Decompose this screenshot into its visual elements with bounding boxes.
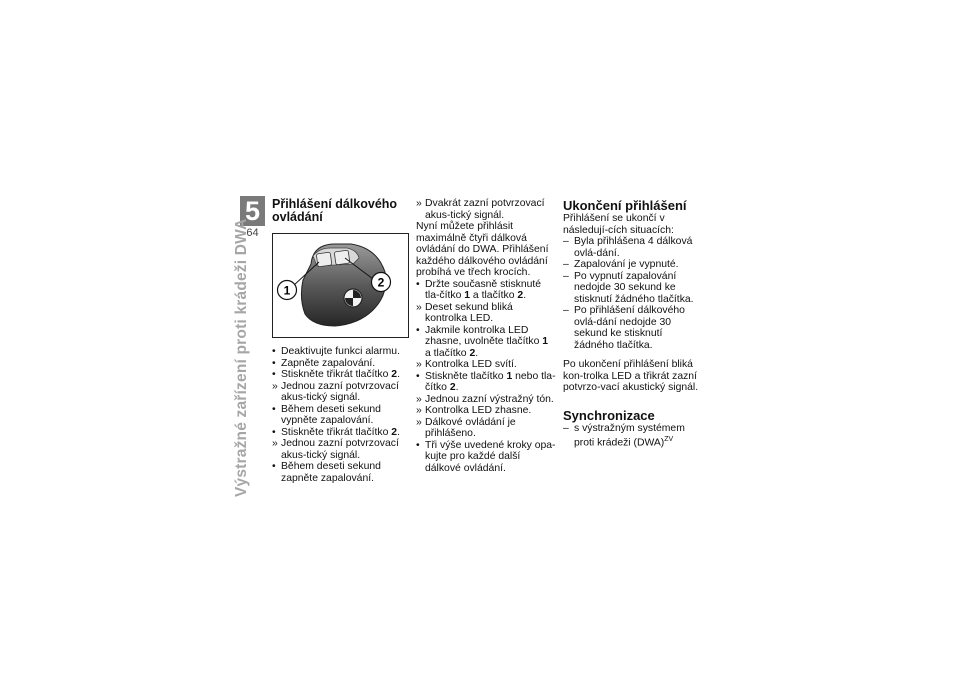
list-marker: »: [416, 405, 422, 416]
button-2-shape: [334, 250, 350, 265]
list-item: [416, 198, 556, 221]
list-item: [563, 423, 703, 449]
list-marker: »: [416, 301, 422, 313]
list-item-text: Tři výše uvedené kroky opa-kujte pro každé další dálkové ovládání.: [425, 439, 556, 474]
list-marker: »: [416, 393, 422, 405]
list-item: [416, 359, 556, 371]
button-1-shape: [316, 252, 332, 267]
list-marker: •: [416, 324, 420, 336]
equipment-note: ZV: [664, 436, 674, 443]
end-conditions-list: [563, 236, 703, 351]
list-item-text: Jednou zazní výstražný tón.: [425, 393, 554, 405]
list-item-text: Deset sekund bliká kontrolka LED.: [425, 301, 513, 324]
list-item-text: Stiskněte třikrát tlačítko: [281, 369, 392, 380]
button-reference: 2: [449, 382, 456, 393]
list-marker: •: [416, 278, 420, 290]
column-2: [416, 198, 556, 474]
list-item-text: nebo tla-čítko: [425, 370, 556, 393]
list-item-text: Po vypnutí zapalování nedojde 30 sekund ke stisknutí žádného tlačítka.: [574, 270, 694, 305]
list-item: [416, 371, 556, 394]
list-item-text: .: [475, 347, 479, 359]
list-item-text: Jednou zazní potvrzovací akus-tický signál.: [281, 380, 399, 403]
list-item-text: Kontrolka LED zhasne.: [425, 405, 532, 416]
list-item: [416, 440, 556, 475]
chapter-title-vertical: Výstražné zařízení proti krádeži DWA: [233, 218, 250, 497]
steps-list-2b: [416, 279, 556, 475]
list-marker: •: [272, 403, 276, 415]
list-item-text: Jednou zazní potvrzovací akus-tický signál.: [281, 438, 399, 461]
list-item: [272, 358, 412, 370]
list-marker: •: [272, 346, 276, 357]
list-item-text: Kontrolka LED svítí.: [425, 359, 517, 370]
list-item-text: a tlačítko: [425, 347, 470, 359]
list-item-text: Zapalování je vypnuté.: [574, 259, 679, 270]
list-item: [272, 346, 412, 358]
list-item-text: Zapněte zapalování.: [281, 357, 376, 369]
list-item: [416, 405, 556, 417]
list-marker: »: [416, 359, 422, 370]
button-reference: 2: [469, 347, 476, 359]
list-item-text: .: [523, 290, 527, 301]
list-item: [272, 438, 412, 461]
list-item: [563, 259, 703, 271]
list-marker: •: [272, 461, 276, 472]
list-marker: »: [416, 416, 422, 428]
list-marker: »: [416, 198, 422, 209]
column-1: [272, 198, 412, 484]
button-reference: 2: [391, 369, 398, 380]
list-marker: •: [272, 369, 276, 380]
list-item-text: .: [397, 426, 400, 438]
button-reference: 2: [517, 290, 524, 301]
list-marker: •: [272, 426, 276, 438]
list-marker: –: [563, 422, 569, 434]
list-item-text: Po přihlášení dálkového ovlá-dání nedojde 30 sekund ke stisknutí žádného tlačítka.: [574, 305, 685, 351]
list-marker: –: [563, 270, 569, 282]
chapter-number: 5: [244, 196, 261, 226]
heading-end-registration: Ukončení přihlášení: [563, 198, 687, 213]
list-item-text: Během deseti sekund vypněte zapalování.: [281, 403, 381, 426]
list-marker: »: [272, 380, 278, 392]
list-item-text: Držte současně stisknuté tla-čítko: [425, 278, 542, 301]
list-item-text: Deaktivujte funkci alarmu.: [281, 346, 400, 357]
list-marker: »: [272, 438, 278, 449]
button-reference: 1: [542, 336, 549, 347]
list-item: [272, 369, 412, 381]
steps-list-2a: [416, 198, 556, 221]
list-item-text: s výstražným systémem proti krádeži (DWA): [574, 422, 685, 449]
list-marker: •: [416, 370, 420, 382]
list-item-text: Během deseti sekund zapněte zapalování.: [281, 461, 381, 484]
heading-remote-registration: Přihlášení dálkového ovládání: [272, 197, 398, 224]
sync-list: [563, 423, 703, 449]
list-item: [416, 394, 556, 406]
list-marker: •: [416, 439, 420, 451]
list-item: [272, 404, 412, 427]
list-item-text: Byla přihlášena 4 dálková ovlá-dání.: [574, 236, 693, 259]
list-item-text: a tlačítko: [470, 290, 518, 301]
list-item-text: .: [397, 369, 400, 380]
list-item-text: Stiskněte třikrát tlačítko: [281, 426, 392, 438]
list-item: [416, 302, 556, 325]
remote-key-illustration: [273, 234, 408, 337]
paragraph-end-intro: Přihlášení se ukončí v následují-cích situacích:: [563, 213, 674, 236]
button-reference: 1: [464, 290, 471, 301]
steps-list-1: [272, 346, 412, 484]
list-item: [563, 271, 703, 306]
paragraph-end-result: Po ukončení přihlášení bliká kon-trolka LED a třikrát zazní potvrzo-vací akustický signál.: [563, 359, 699, 393]
list-item: [272, 461, 412, 484]
list-item-text: Dvakrát zazní potvrzovací akus-tický signál.: [425, 198, 545, 221]
button-reference: 2: [391, 426, 398, 438]
list-item-text: Dálkové ovládání je přihlášeno.: [425, 416, 516, 439]
list-item: [563, 236, 703, 259]
column-3: [563, 198, 703, 449]
list-item: [563, 305, 703, 351]
list-marker: –: [563, 236, 569, 247]
remote-key-figure: [272, 233, 409, 338]
list-item: [272, 381, 412, 404]
callout-label-2: 2: [377, 275, 385, 290]
list-item-text: Jakmile kontrolka LED zhasne, uvolněte tlačítko: [425, 324, 543, 347]
callout-label-1: 1: [283, 283, 291, 298]
list-item-text: .: [455, 382, 459, 393]
list-marker: –: [563, 305, 569, 316]
list-marker: •: [272, 357, 276, 369]
list-item: [416, 417, 556, 440]
list-item: [416, 279, 556, 302]
heading-synchronization: Synchronizace: [563, 407, 655, 423]
page-number: 64: [246, 227, 259, 239]
button-reference: 1: [506, 370, 513, 382]
list-marker: –: [563, 259, 569, 270]
list-item-text: Stiskněte tlačítko: [425, 370, 507, 382]
list-item: [416, 325, 556, 360]
list-item: [272, 427, 412, 439]
paragraph-registration-info: Nyní můžete přihlásit maximálně čtyři dálková ovládání do DWA. Přihlášení každého dálkového ovládání probíhá ve třech krocích.: [416, 221, 549, 278]
